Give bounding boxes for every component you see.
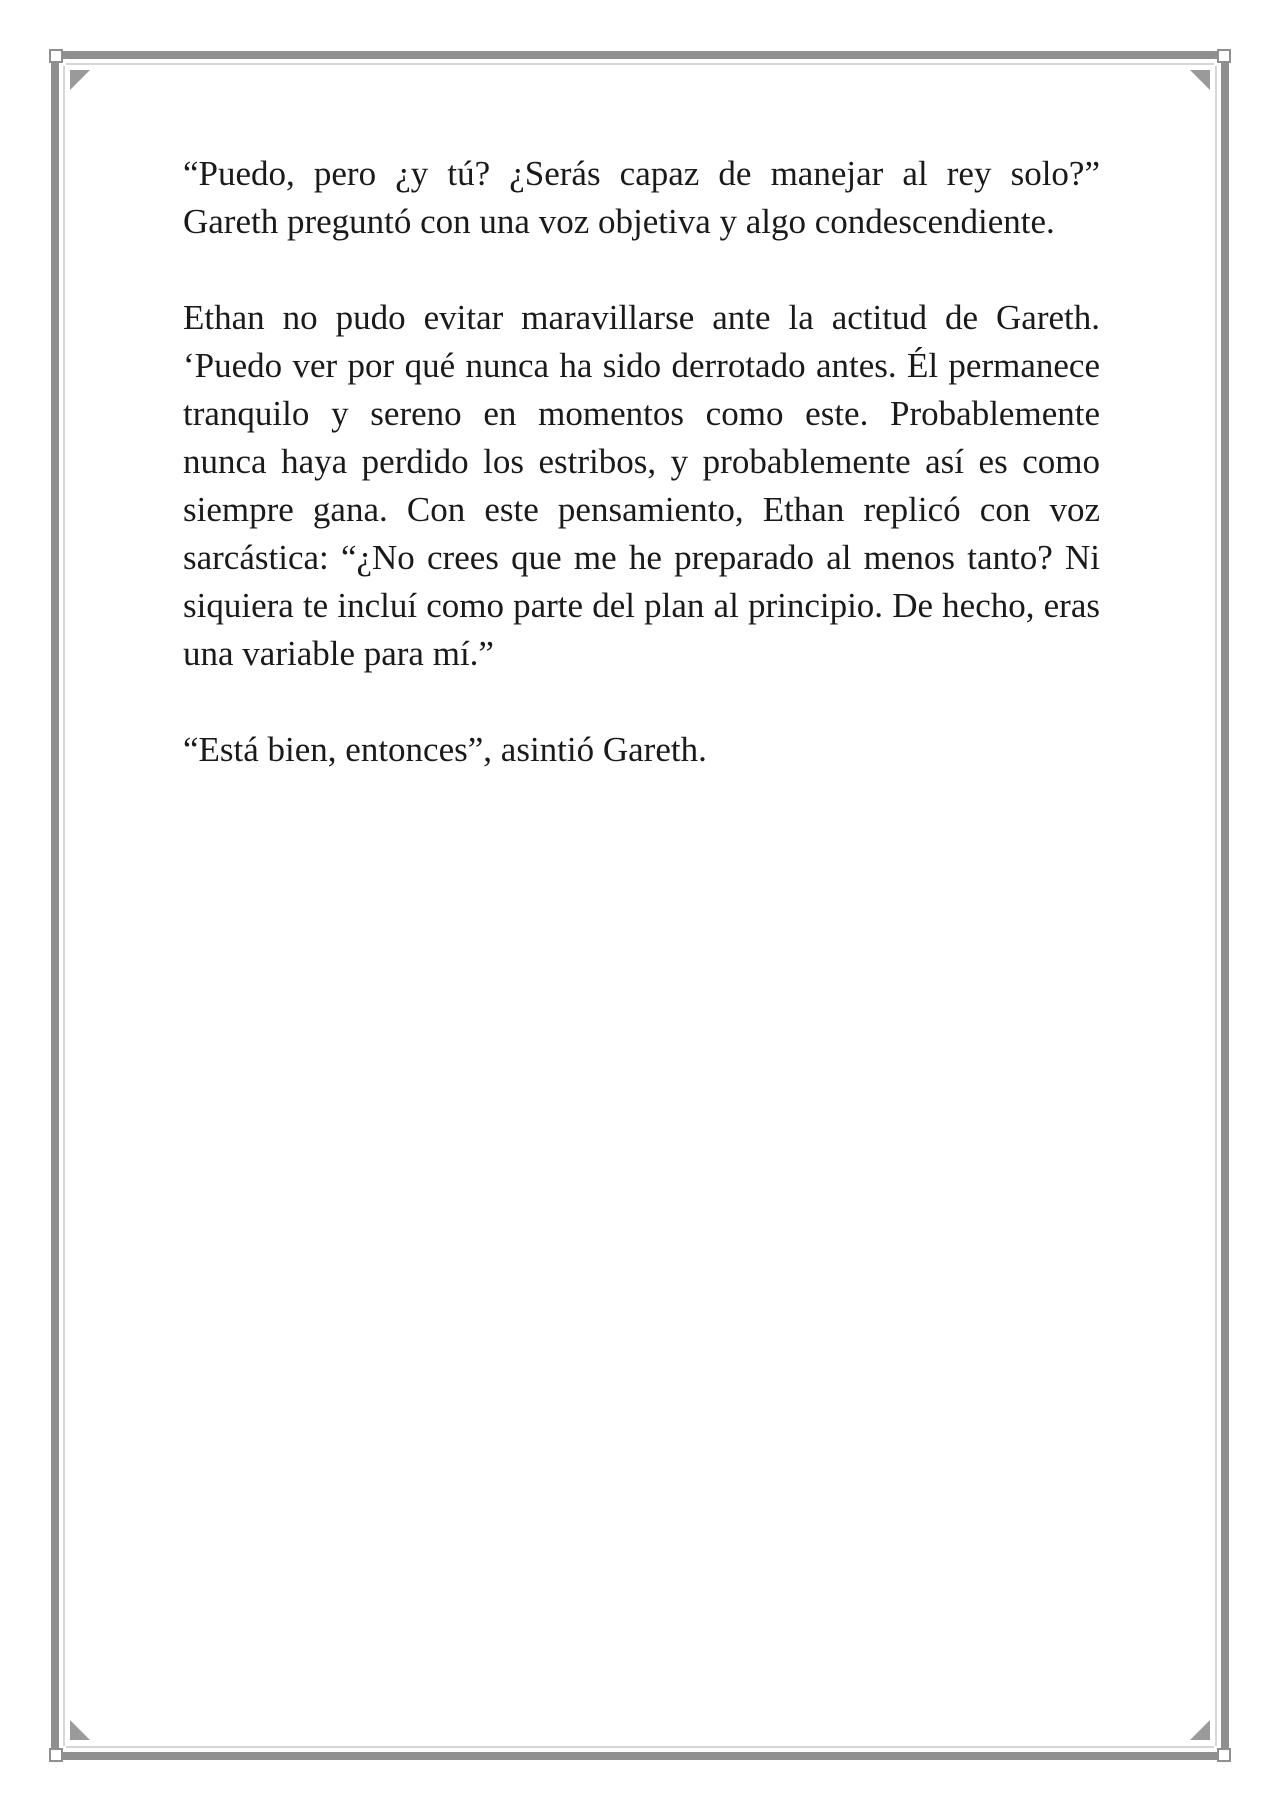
frame-left-border bbox=[51, 62, 59, 1752]
frame-right-border bbox=[1221, 62, 1229, 1752]
corner-triangle-top-right bbox=[1190, 70, 1210, 90]
corner-square-bottom-left bbox=[49, 1748, 63, 1762]
frame-inner-line-bottom bbox=[66, 1746, 1214, 1748]
frame-bottom-border bbox=[62, 1752, 1218, 1760]
paragraph-2: Ethan no pudo evitar maravillarse ante la actitud de Gareth. ‘Puedo ver por qué nunca ha sido derrotado antes. Él permanece tranquilo y sereno en momentos como este. Probablemente nunca haya perdido los estribos, y probablemente así es como siempre gana. Con este pensamiento, Ethan replicó con voz sarcástica: “¿No crees que me he preparado al menos tanto? Ni siquiera te incluí como parte del plan al principio. De hecho, eras una variable para mí.” bbox=[183, 298, 1100, 673]
corner-square-bottom-right bbox=[1217, 1748, 1231, 1762]
corner-triangle-top-left bbox=[70, 70, 90, 90]
corner-triangle-bottom-right bbox=[1190, 1720, 1210, 1740]
corner-square-top-right bbox=[1217, 49, 1231, 63]
corner-triangle-bottom-left bbox=[70, 1720, 90, 1740]
corner-square-top-left bbox=[49, 49, 63, 63]
frame-top-border bbox=[62, 51, 1218, 59]
paragraph-1: “Puedo, pero ¿y tú? ¿Serás capaz de manejar al rey solo?” Gareth preguntó con una voz objetiva y algo condescendiente. bbox=[183, 154, 1100, 241]
frame-inner-line-right bbox=[1215, 66, 1217, 1746]
page-text-body bbox=[183, 150, 1100, 822]
frame-inner-line-left bbox=[63, 66, 65, 1746]
paragraph-3: “Está bien, entonces”, asintió Gareth. bbox=[183, 730, 707, 769]
frame-inner-line-top bbox=[66, 63, 1214, 65]
